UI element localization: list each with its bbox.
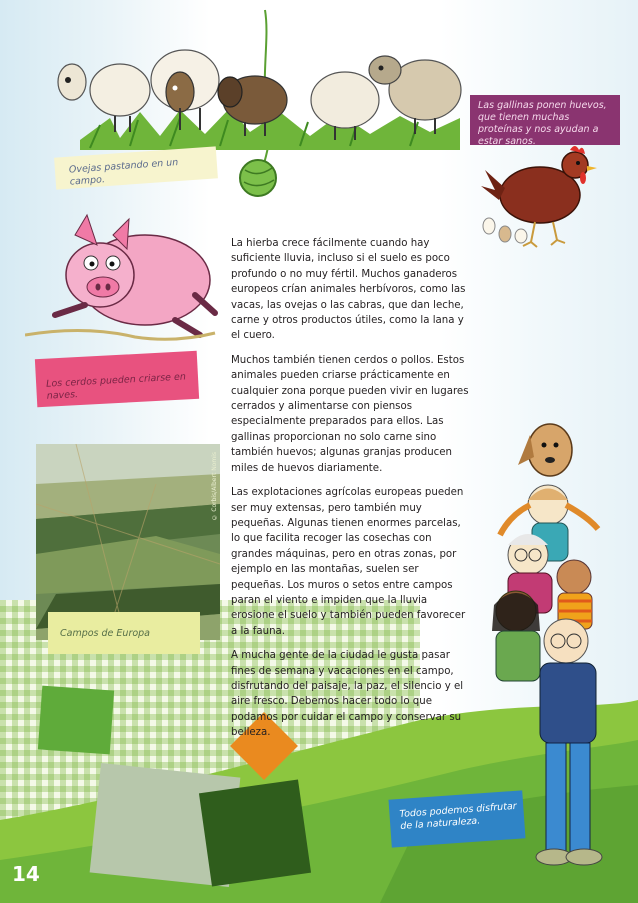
- paragraph: Las explotaciones agrícolas europeas pueden ser muy extensas, pero también muy pequeñas. Algunas tienen enormes parcelas, lo que facilita recoger las cosechas con grandes máquinas, pero en otras zonas, por ejemplo en las montañas, suelen ser pequeñas. Los muros o setos entre campos paran el viento e impiden que la lluvia erosione el suelo y también pueden favorecer a la fauna.: [231, 487, 466, 637]
- paragraph: Muchos también tienen cerdos o pollos. Estos animales pueden criarse prácticamente en cualquier zona porque pueden vivir en lugares cerrados y alimentarse con piensos especialmente preparados para ellos. Las gallinas proporcionan no solo carne sino también huevos; algunas granjas producen miles de huevos diariamente.: [231, 354, 469, 474]
- page-number: 14: [12, 862, 40, 886]
- caption-pigs: Los cerdos pueden criarse en naves.: [35, 351, 199, 407]
- article-body: [231, 236, 471, 750]
- paragraph: La hierba crece fácilmente cuando hay suficiente lluvia, incluso si el suelo es poco profundo o no muy fértil. Muchos ganaderos europeos crían animales herbívoros, como las vacas, las ovejas o las cabras, que dan leche, carne y otros productos útiles, como la lana y el cuero.: [231, 238, 466, 342]
- caption-hens: Las gallinas ponen huevos, que tienen muchas proteínas y nos ayudan a estar sanos.: [470, 95, 620, 145]
- decorative-square: [199, 779, 311, 886]
- pig-illustration: [25, 205, 220, 345]
- paragraph: A mucha gente de la ciudad le gusta pasar fines de semana y vacaciones en el campo, disfrutando del paisaje, la paz, el silencio y el aire fresco. Debemos hacer todo lo que podamos por cuidar el campo y conservar su belleza.: [231, 650, 464, 739]
- fields-photo: [36, 444, 220, 640]
- hen-illustration: [475, 130, 615, 250]
- decorative-square: [38, 686, 114, 755]
- photo-credit: © Corbis/Albert Nomis: [211, 452, 218, 521]
- caption-sheep: Ovejas pastando en un campo.: [54, 146, 218, 189]
- caption-family: Todos podemos disfrutar de la naturaleza.: [388, 790, 525, 847]
- caption-fields: Campos de Europa: [48, 612, 200, 654]
